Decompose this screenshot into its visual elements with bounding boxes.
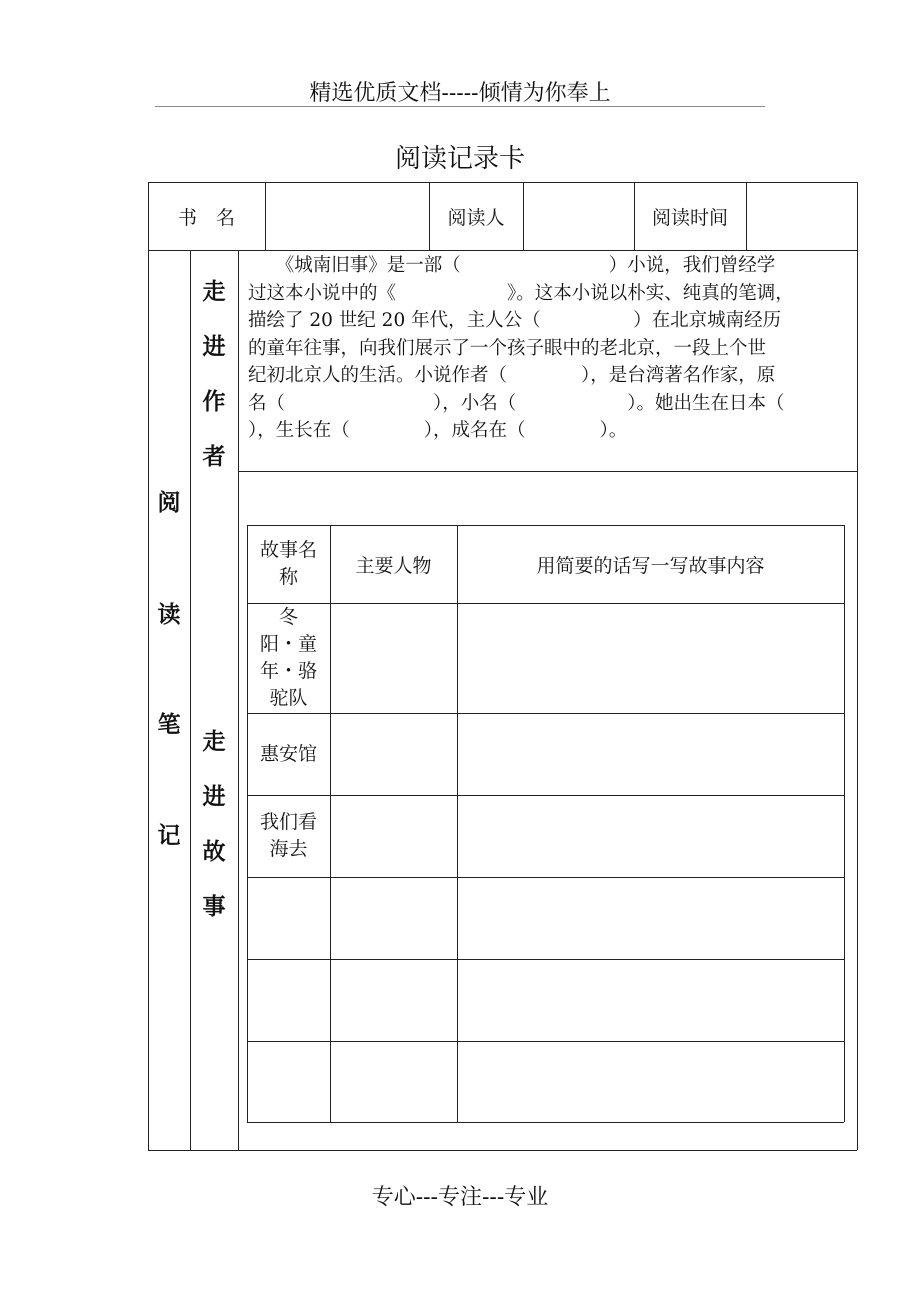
story-name-line: 惠安馆 bbox=[259, 742, 317, 765]
summary-field[interactable] bbox=[458, 960, 843, 1040]
story-table-bottom bbox=[247, 1122, 844, 1123]
table-border-bottom bbox=[148, 1150, 857, 1151]
side-label-char: 读 bbox=[157, 601, 181, 628]
side-label-char: 笔 bbox=[157, 711, 181, 738]
section-label-divider bbox=[238, 250, 239, 1150]
story-name-cell bbox=[247, 795, 330, 877]
reading-time-label: 阅读时间 bbox=[651, 206, 728, 229]
characters-field[interactable] bbox=[331, 714, 456, 794]
author-section-bottom bbox=[238, 471, 857, 472]
story-name-field[interactable] bbox=[248, 960, 329, 1040]
intro-line: ），生长在（ ），成名在（ ）。 bbox=[248, 420, 628, 441]
story-name-field[interactable] bbox=[248, 1042, 329, 1121]
characters-field[interactable] bbox=[331, 604, 456, 712]
reader-label: 阅读人 bbox=[447, 206, 505, 229]
story-table-right bbox=[844, 525, 845, 1122]
page-header: 精选优质文档-----倾情为你奉上 bbox=[309, 81, 611, 106]
page-footer: 专心---专注---专业 bbox=[371, 1185, 549, 1210]
header-line: 称 bbox=[278, 566, 298, 588]
label-char: 走 bbox=[202, 728, 226, 755]
table-border-right bbox=[857, 182, 858, 1150]
label-char: 故 bbox=[202, 838, 226, 865]
book-name-field[interactable] bbox=[265, 182, 429, 250]
characters-field[interactable] bbox=[331, 1042, 456, 1121]
story-name-cell bbox=[247, 713, 330, 795]
header-rule bbox=[155, 106, 765, 107]
label-char: 者 bbox=[202, 443, 226, 470]
header-story-summary: 用简要的话写一写故事内容 bbox=[536, 554, 765, 577]
label-char: 进 bbox=[202, 333, 226, 360]
page-title: 阅读记录卡 bbox=[394, 144, 525, 174]
info-row-bottom bbox=[148, 250, 857, 251]
header-line: 故事名 bbox=[259, 539, 317, 561]
reading-time-field[interactable] bbox=[746, 182, 857, 250]
author-section-label bbox=[190, 264, 238, 484]
table-border-left bbox=[148, 182, 149, 1150]
story-name-line: 年・骆 bbox=[259, 660, 317, 682]
header-story-name bbox=[247, 525, 330, 603]
summary-field[interactable] bbox=[458, 604, 843, 712]
label-char: 走 bbox=[202, 278, 226, 305]
intro-line: 《城南旧事》是一部（ ）小说，我们曾经学 bbox=[248, 255, 776, 276]
intro-line: 的童年往事，向我们展示了一个孩子眼中的老北京，一段上个世 bbox=[248, 337, 767, 359]
summary-field[interactable] bbox=[458, 1042, 843, 1121]
header-main-characters: 主要人物 bbox=[355, 554, 432, 577]
story-name-line: 冬 bbox=[278, 606, 298, 628]
author-intro-paragraph bbox=[248, 252, 848, 445]
reader-field[interactable] bbox=[523, 182, 634, 250]
characters-field[interactable] bbox=[331, 796, 456, 876]
story-name-field[interactable] bbox=[248, 878, 329, 958]
intro-line: 名（ ），小名（ ）。她出生在日本（ bbox=[248, 392, 785, 414]
book-name-label: 书 名 bbox=[177, 206, 235, 229]
summary-field[interactable] bbox=[458, 878, 843, 958]
side-label-char: 阅 bbox=[157, 489, 181, 516]
side-label-char: 记 bbox=[157, 822, 181, 849]
label-char: 事 bbox=[202, 893, 226, 920]
story-name-cell bbox=[247, 603, 330, 713]
summary-field[interactable] bbox=[458, 796, 843, 876]
summary-field[interactable] bbox=[458, 714, 843, 794]
intro-line: 纪初北京人的生活。小说作者（ ），是台湾著名作家，原 bbox=[248, 365, 776, 386]
intro-line: 描绘了 20 世纪 20 年代，主人公（ ）在北京城南经历 bbox=[248, 310, 782, 331]
characters-field[interactable] bbox=[331, 960, 456, 1040]
label-char: 进 bbox=[202, 783, 226, 810]
intro-line: 过这本小说中的《 》。这本小说以朴实、纯真的笔调， bbox=[248, 282, 794, 304]
story-name-line: 我们看 bbox=[259, 811, 317, 833]
story-name-line: 驼队 bbox=[269, 687, 308, 709]
story-section-label bbox=[190, 714, 238, 934]
characters-field[interactable] bbox=[331, 878, 456, 958]
story-name-line: 阳・童 bbox=[259, 633, 317, 655]
story-name-line: 海去 bbox=[269, 838, 308, 860]
label-char: 作 bbox=[202, 388, 226, 415]
